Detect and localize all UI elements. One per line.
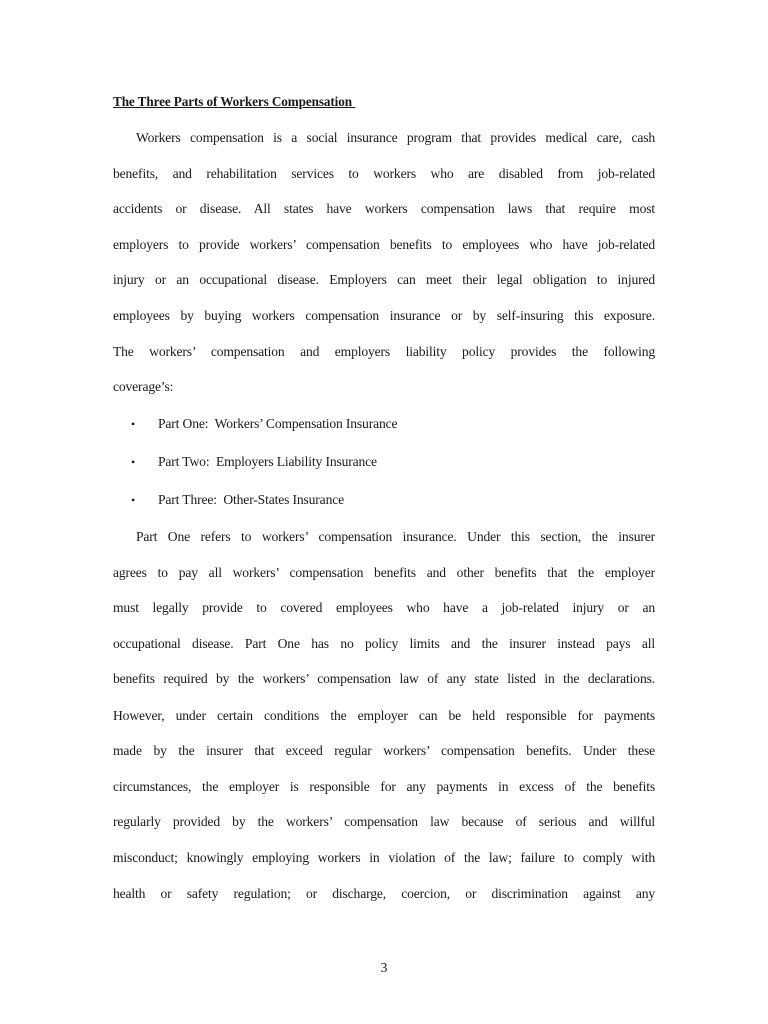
paragraph-2-line: Part One refers to workers’ compensation insurance. Under this section, the insurer xyxy=(136,529,655,544)
paragraph-2-line: health or safety regulation; or discharge, coercion, or discrimination against any xyxy=(113,886,655,901)
paragraph-1-line: employers to provide workers’ compensation benefits to employees who have job-related xyxy=(113,237,655,252)
bullet-symbol: • xyxy=(131,455,136,469)
paragraph-1-line: The workers’ compensation and employers liability policy provides the following xyxy=(113,344,655,359)
paragraph-2-line: misconduct; knowingly employing workers in violation of the law; failure to comply with xyxy=(113,850,655,865)
page-number: 3 xyxy=(380,960,388,975)
paragraph-2-line: occupational disease. Part One has no policy limits and the insurer instead pays all xyxy=(113,636,655,651)
bullet-item xyxy=(131,492,344,556)
paragraph-1-line: coverage’s: xyxy=(113,379,174,394)
paragraph-2-line: regularly provided by the workers’ compensation law because of serious and willful xyxy=(113,814,655,829)
paragraph-2-line: must legally provide to covered employees who have a job-related injury or an xyxy=(113,600,655,615)
bullet-text: Part One: Workers’ Compensation Insurance xyxy=(158,416,398,431)
paragraph-2-line: benefits required by the workers’ compensation law of any state listed in the declarations. xyxy=(113,671,655,686)
section-heading: The Three Parts of Workers Compensation xyxy=(113,94,356,109)
bullet-symbol: • xyxy=(131,417,136,431)
paragraph-1-line: accidents or disease. All states have workers compensation laws that require most xyxy=(113,201,655,216)
paragraph-2-line: circumstances, the employer is responsible for any payments in excess of the benefits xyxy=(113,779,655,794)
bullet-text: Part Two: Employers Liability Insurance xyxy=(158,454,377,469)
paragraph-2-line: agrees to pay all workers’ compensation benefits and other benefits that the employer xyxy=(113,565,655,580)
paragraph-2-line: made by the insurer that exceed regular workers’ compensation benefits. Under these xyxy=(113,743,655,758)
paragraph-1-line: employees by buying workers compensation insurance or by self-insuring this exposure. xyxy=(113,308,655,323)
bullet-text: Part Three: Other-States Insurance xyxy=(158,492,344,507)
paragraph-1-line: benefits, and rehabilitation services to workers who are disabled from job-related xyxy=(113,166,655,181)
paragraph-2-line: However, under certain conditions the employer can be held responsible for payments xyxy=(113,708,655,723)
paragraph-1-line: injury or an occupational disease. Employers can meet their legal obligation to injured xyxy=(113,272,655,287)
paragraph-1-line: Workers compensation is a social insurance program that provides medical care, cash xyxy=(136,130,655,145)
bullet-symbol: • xyxy=(131,493,136,507)
